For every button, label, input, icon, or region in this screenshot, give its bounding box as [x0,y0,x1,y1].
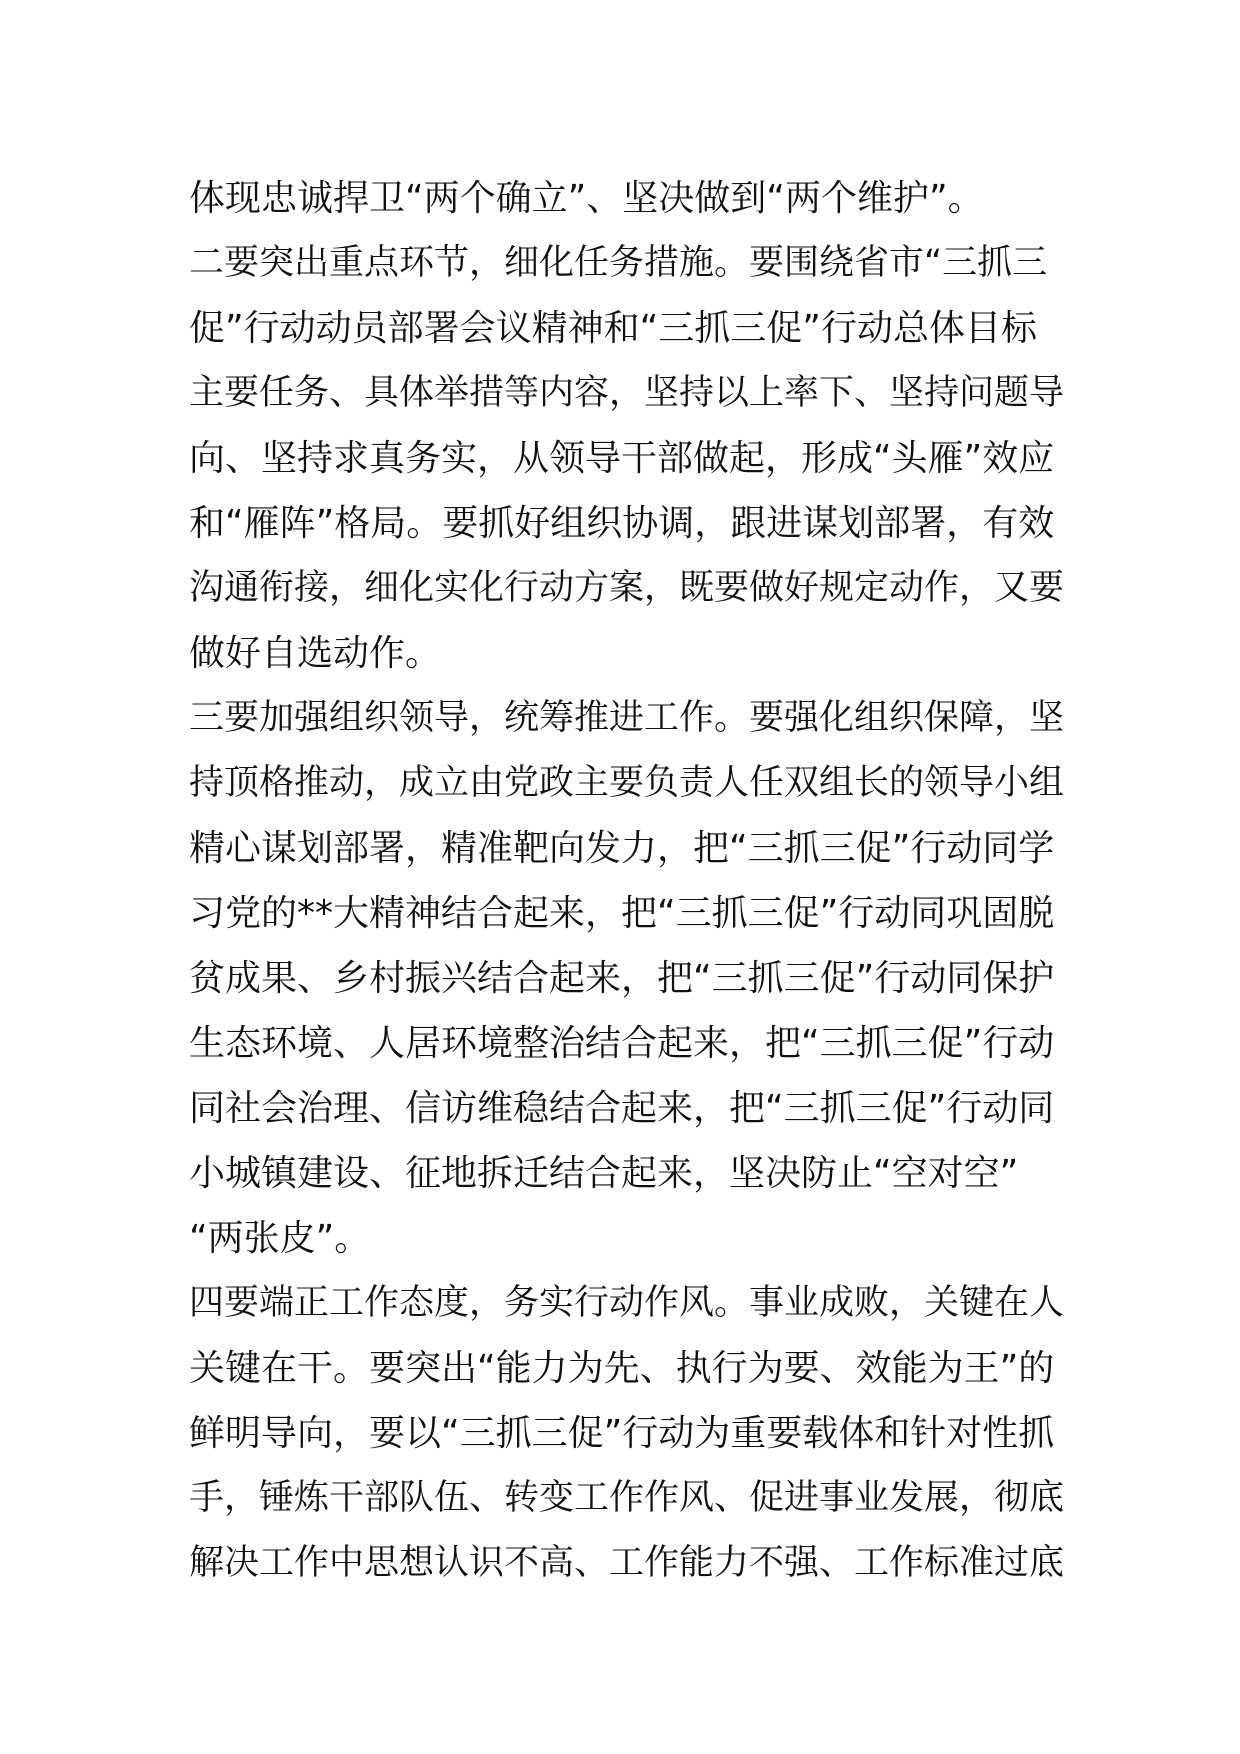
text-line: 促”行动动员部署会议精神和“三抓三促”行动总体目标 [189,308,1037,349]
text-line: 做好自选动作。 [189,633,442,674]
text-line: 精心谋划部署，精准靶向发力，把“三抓三促”行动同学 [189,828,1055,869]
text-line: “两张皮”。 [189,1218,371,1259]
text-line: 同社会治理、信访维稳结合起来，把“三抓三促”行动同 [189,1088,1055,1129]
text-line: 关键在干。要突出“能力为先、执行为要、效能为王”的 [189,1348,1055,1389]
text-line: 沟通衔接，细化实化行动方案，既要做好规定动作，又要 [189,568,1065,608]
text-line: 持顶格推动，成立由党政主要负责人任双组长的领导小组 [189,763,1065,803]
text-line: 二要突出重点环节，细化任务措施。要围绕省市“三抓三 [189,243,1048,283]
text-line: 手，锤炼干部队伍、转变工作作风、促进事业发展，彻底 [189,1478,1065,1518]
text-line: 和“雁阵”格局。要抓好组织协调，跟进谋划部署，有效 [189,503,1055,544]
text-line: 生态环境、人居环境整治结合起来，把“三抓三促”行动 [189,1023,1055,1064]
text-line: 主要任务、具体举措等内容，坚持以上率下、坚持问题导 [189,373,1065,413]
text-line: 习党的**大精神结合起来，把“三抓三促”行动同巩固脱 [189,893,1055,934]
text-line: 小城镇建设、征地拆迁结合起来，坚决防止“空对空” [189,1153,1019,1194]
text-line: 解决工作中思想认识不高、工作能力不强、工作标准过底 [189,1543,1065,1583]
body-text [189,166,1069,1596]
text-line: 三要加强组织领导，统筹推进工作。要强化组织保障，坚 [189,698,1065,738]
text-line: 鲜明导向，要以“三抓三促”行动为重要载体和针对性抓 [189,1413,1055,1454]
text-line: 体现忠诚捍卫“两个确立”、坚决做到“两个维护”。 [189,178,984,219]
text-line: 贫成果、乡村振兴结合起来，把“三抓三促”行动同保护 [189,958,1055,999]
text-line: 向、坚持求真务实，从领导干部做起，形成“头雁”效应 [189,438,1055,479]
text-line: 四要端正工作态度，务实行动作风。事业成败，关键在人 [189,1283,1065,1323]
